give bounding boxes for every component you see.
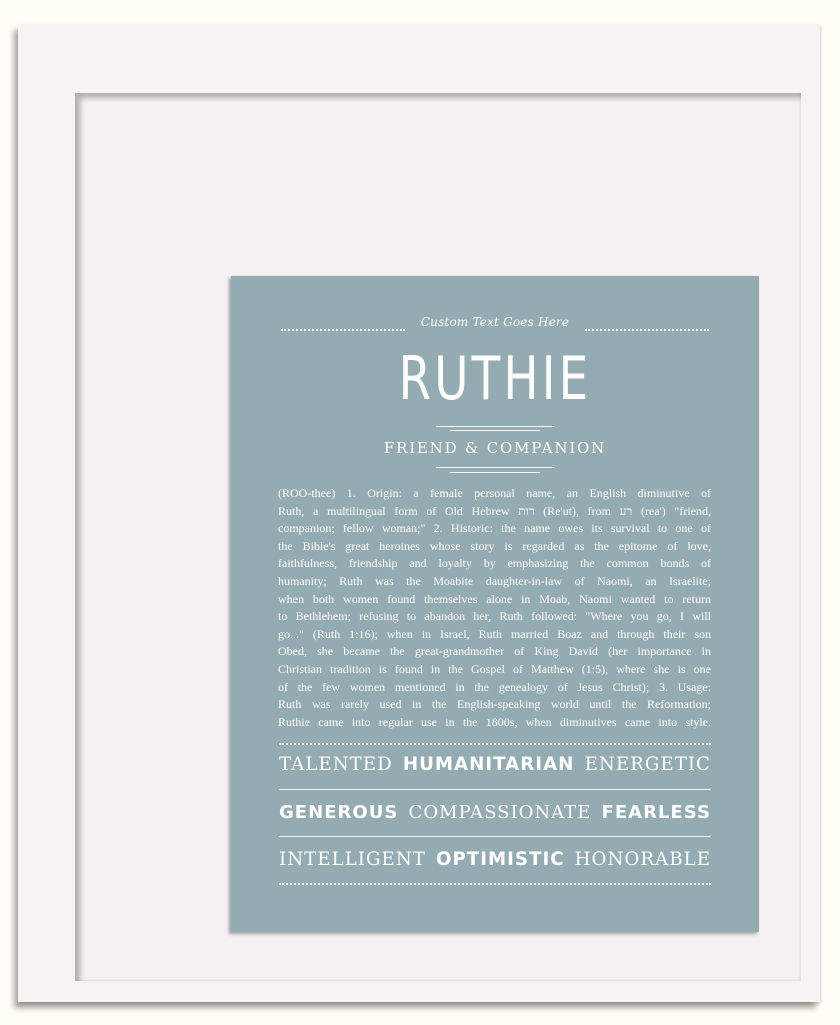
- rule-upper-short: [450, 430, 540, 431]
- definition-line: of the few women mentioned in the genealogy of Jesus Christ); 3. Usage:: [278, 679, 711, 694]
- trait-word: TALENTED: [279, 754, 393, 775]
- dotted-divider-right: [585, 329, 709, 331]
- trait-row: [279, 796, 711, 832]
- definition-line: the Bible's great heroines whose story is regarded as the epitome of love,: [278, 538, 711, 553]
- definition-line: companion; fellow woman;" 2. Historic: the name owes its survival to one of: [278, 521, 711, 536]
- definition-line: faithfulness, friendship and loyalty by emphasizing the common bonds of: [278, 556, 711, 571]
- trait-row: [279, 748, 711, 784]
- custom-text-row: [279, 312, 711, 334]
- trait-separator: [279, 789, 711, 790]
- rule-lower-long: [436, 467, 554, 468]
- definition-line: Ruth was rarely used in the English-speaking world until the Reformation;: [278, 697, 711, 712]
- definition-line: Christian tradition is found in the Gospel of Matthew (1:5), where she is one: [278, 661, 711, 676]
- dotted-divider-traits-bottom: [279, 883, 711, 885]
- trait-row: [279, 843, 711, 879]
- definition-line: (ROO-thee) 1. Origin: a female personal name, an English diminutive of: [278, 486, 711, 500]
- name-title: RUTHIE: [398, 344, 592, 414]
- trait-word: HONORABLE: [574, 849, 711, 870]
- name-definition: [278, 485, 711, 731]
- definition-line: humanity; Ruth was the Moabite daughter-in-law of Naomi, an Israelite;: [278, 573, 711, 588]
- mat-board: [75, 93, 801, 981]
- trait-word: HUMANITARIAN: [402, 754, 575, 775]
- dotted-divider-traits-top: [279, 743, 711, 745]
- name-meaning: FRIEND & COMPANION: [383, 439, 607, 457]
- definition-line: Obed, she became the great-grandmother of King David (her importance in: [278, 644, 711, 659]
- definition-line: Ruth, a multilingual form of Old Hebrew רות (Re'ut), from רע (rea') "friend,: [278, 503, 711, 518]
- definition-line: go..." (Ruth 1:16); when in Israel, Ruth married Boaz and through their son: [278, 626, 711, 641]
- trait-word: FEARLESS: [601, 802, 711, 823]
- picture-frame: [18, 24, 820, 1002]
- rule-lower-short: [450, 472, 540, 473]
- trait-word: OPTIMISTIC: [435, 849, 565, 870]
- trait-word: INTELLIGENT: [279, 849, 426, 870]
- trait-word: COMPASSIONATE: [408, 802, 592, 823]
- rule-upper-long: [436, 426, 554, 427]
- custom-text: Custom Text Goes Here: [420, 315, 570, 329]
- dotted-divider-left: [281, 329, 405, 331]
- definition-line: Ruthie came into regular use in the 1800s, when diminutives came into style.: [278, 714, 711, 729]
- definition-line: to Bethlehem; refusing to abandon her, Ruth followed: "Where you go, I will: [278, 609, 711, 624]
- name-print: [231, 276, 759, 932]
- trait-separator: [279, 836, 711, 837]
- trait-word: ENERGETIC: [584, 754, 711, 775]
- definition-line: when both women found themselves alone in Moab, Naomi wanted to return: [278, 591, 711, 606]
- trait-word: GENEROUS: [279, 802, 399, 823]
